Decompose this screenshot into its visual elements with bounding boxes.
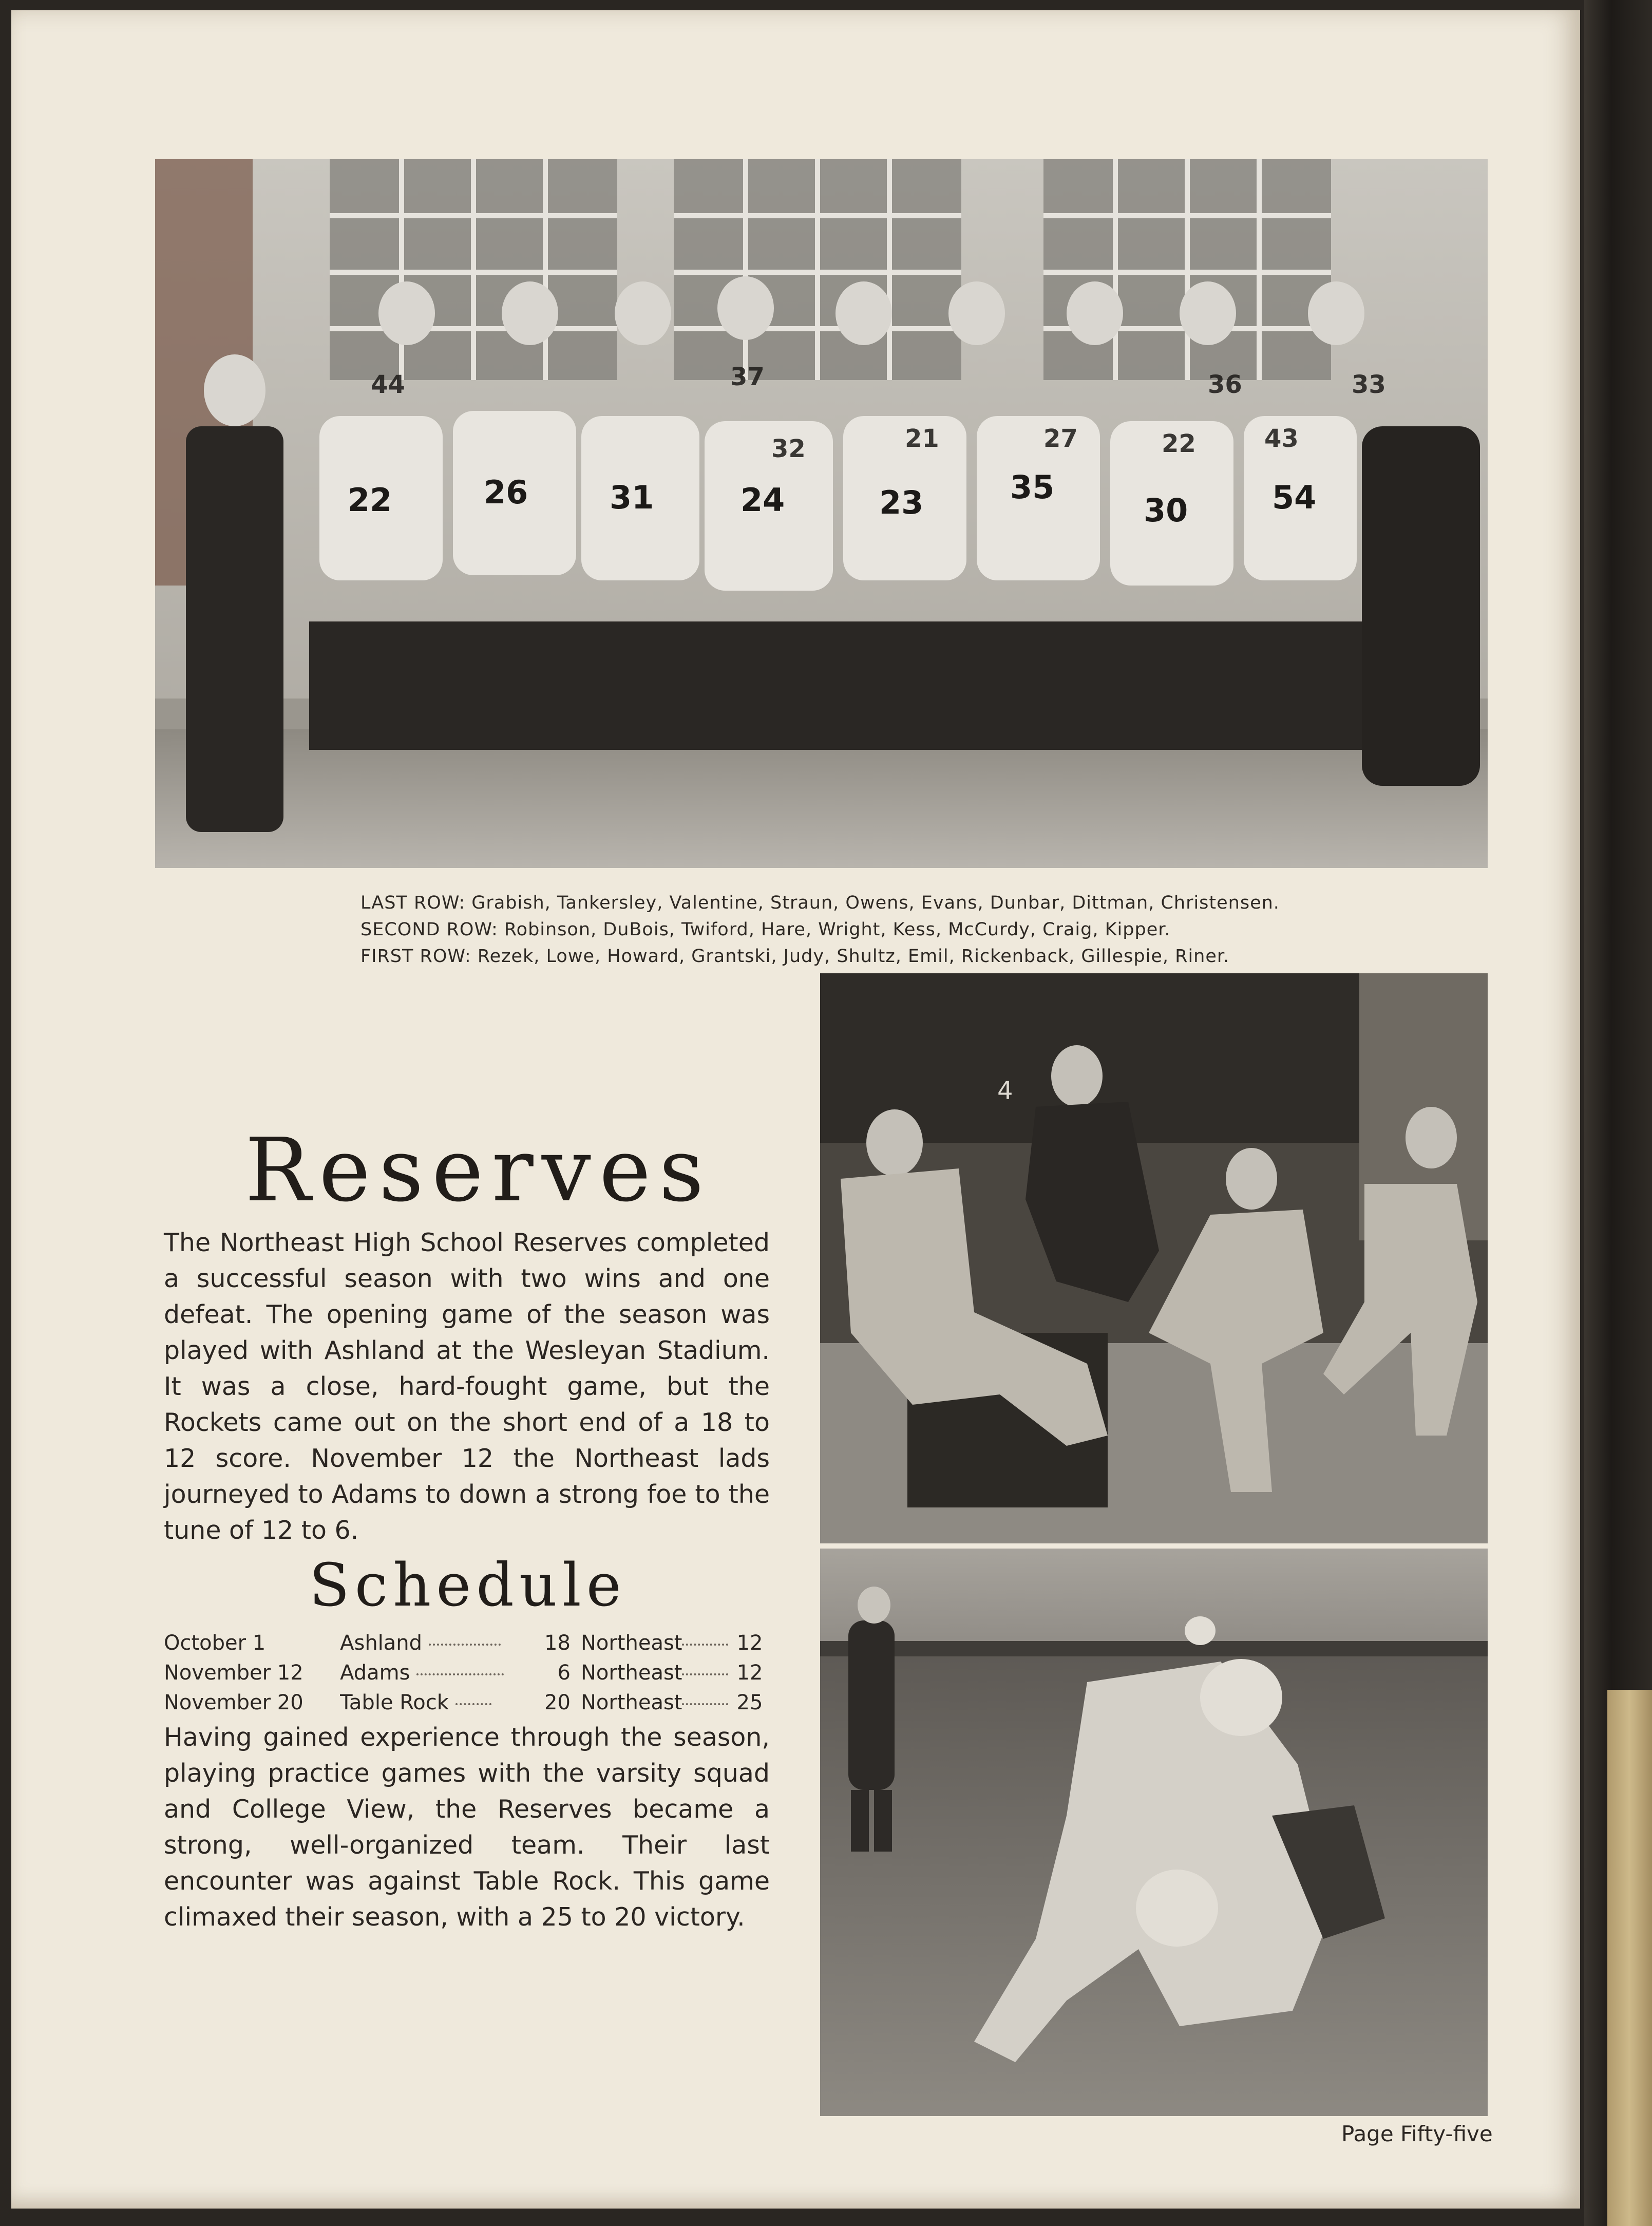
caption-last-row: LAST ROW: Grabish, Tankersley, Valentine, Straun, Owens, Evans, Dunbar, Dittman, Christensen. (360, 893, 1280, 913)
jersey-number: 27 (1043, 424, 1078, 453)
jersey-number: 22 (1162, 429, 1196, 458)
schedule-row (164, 1658, 780, 1688)
team-score: 12 (736, 1631, 763, 1655)
jersey-number: 44 (371, 370, 405, 399)
action-photo (820, 1549, 1488, 2116)
yearbook-page (11, 10, 1580, 2209)
caption-second-row: SECOND ROW: Robinson, DuBois, Twiford, Hare, Wright, Kess, McCurdy, Craig, Kipper. (360, 919, 1171, 940)
team-photo-image (155, 159, 1488, 868)
schedule-heading: Schedule (309, 1551, 626, 1620)
leader-dots (682, 1673, 728, 1675)
team-name (581, 1658, 737, 1688)
leader-dots (416, 1673, 504, 1675)
book-binding-edge (1607, 1690, 1652, 2226)
jersey-number: 43 (1264, 424, 1299, 453)
jersey-number: 26 (484, 474, 528, 511)
page-number: Page Fifty-five (1341, 2121, 1493, 2146)
team-name (581, 1628, 737, 1658)
team-photo (155, 159, 1488, 868)
team-photo-caption (360, 890, 1388, 970)
jersey-number: 36 (1208, 370, 1242, 399)
opponent-name (340, 1658, 513, 1688)
opponent-label: Table Rock (340, 1691, 449, 1714)
leader-dots (682, 1703, 728, 1705)
team-name (581, 1688, 737, 1718)
team-score: 25 (736, 1691, 763, 1714)
jersey-number: 31 (610, 479, 654, 516)
action-photo-image (820, 1549, 1488, 2116)
jersey-number: 22 (348, 481, 392, 519)
game-date: October 1 (164, 1631, 266, 1655)
leader-dots (682, 1643, 728, 1646)
jersey-number: 33 (1352, 370, 1386, 399)
jersey-number: 24 (740, 481, 785, 519)
coaches-photo-image (820, 973, 1488, 1543)
game-date: November 12 (164, 1661, 303, 1685)
team-score: 12 (736, 1661, 763, 1685)
coaches-photo (820, 973, 1488, 1543)
closing-paragraph: Having gained experience through the season, playing practice games with the varsity squad and College View, the Reserves became a strong, well-organized team. Their last encounter was against Table Rock. This game climaxed their season, with a 25 to 20 victory. (164, 1723, 770, 1932)
opponent-score: 18 (544, 1631, 571, 1655)
jersey-number: 32 (771, 435, 806, 463)
opponent-name (340, 1628, 513, 1658)
jersey-number: 23 (879, 484, 924, 521)
opponent-score: 6 (557, 1661, 571, 1685)
opponent-name (340, 1688, 513, 1718)
opponent-label: Ashland (340, 1631, 423, 1655)
jersey-number: 30 (1144, 492, 1188, 529)
jersey-number: 21 (905, 424, 939, 453)
schedule-table (164, 1628, 780, 1718)
caption-first-row: FIRST ROW: Rezek, Lowe, Howard, Grantski, Judy, Shultz, Emil, Rickenback, Gillespie, Riner. (360, 946, 1230, 967)
jersey-number: 54 (1272, 479, 1317, 516)
team-label: Northeast (580, 1661, 682, 1685)
leader-dots (455, 1703, 491, 1705)
leader-dots (429, 1643, 501, 1646)
jersey-number: 35 (1010, 468, 1055, 506)
intro-paragraph: The Northeast High School Reserves completed a successful season with two wins and one defeat. The opening game of the season was played with Ashland at the Wesleyan Stadium. It was a close, hard-fought game, but the Rockets came out on the short end of a 18 to 12 score. November 12 the Northeast lads journeyed to Adams to down a strong foe to the tune of 12 to 6. (164, 1228, 770, 1545)
schedule-row (164, 1688, 780, 1718)
team-label: Northeast (580, 1691, 682, 1714)
opponent-score: 20 (544, 1691, 571, 1714)
game-date: November 20 (164, 1691, 303, 1714)
reserves-heading: Reserves (245, 1120, 712, 1221)
team-label: Northeast (580, 1631, 682, 1655)
jersey-number: 37 (730, 363, 765, 391)
opponent-label: Adams (340, 1661, 410, 1685)
sign-number: 4 (997, 1077, 1013, 1105)
schedule-row (164, 1628, 780, 1658)
